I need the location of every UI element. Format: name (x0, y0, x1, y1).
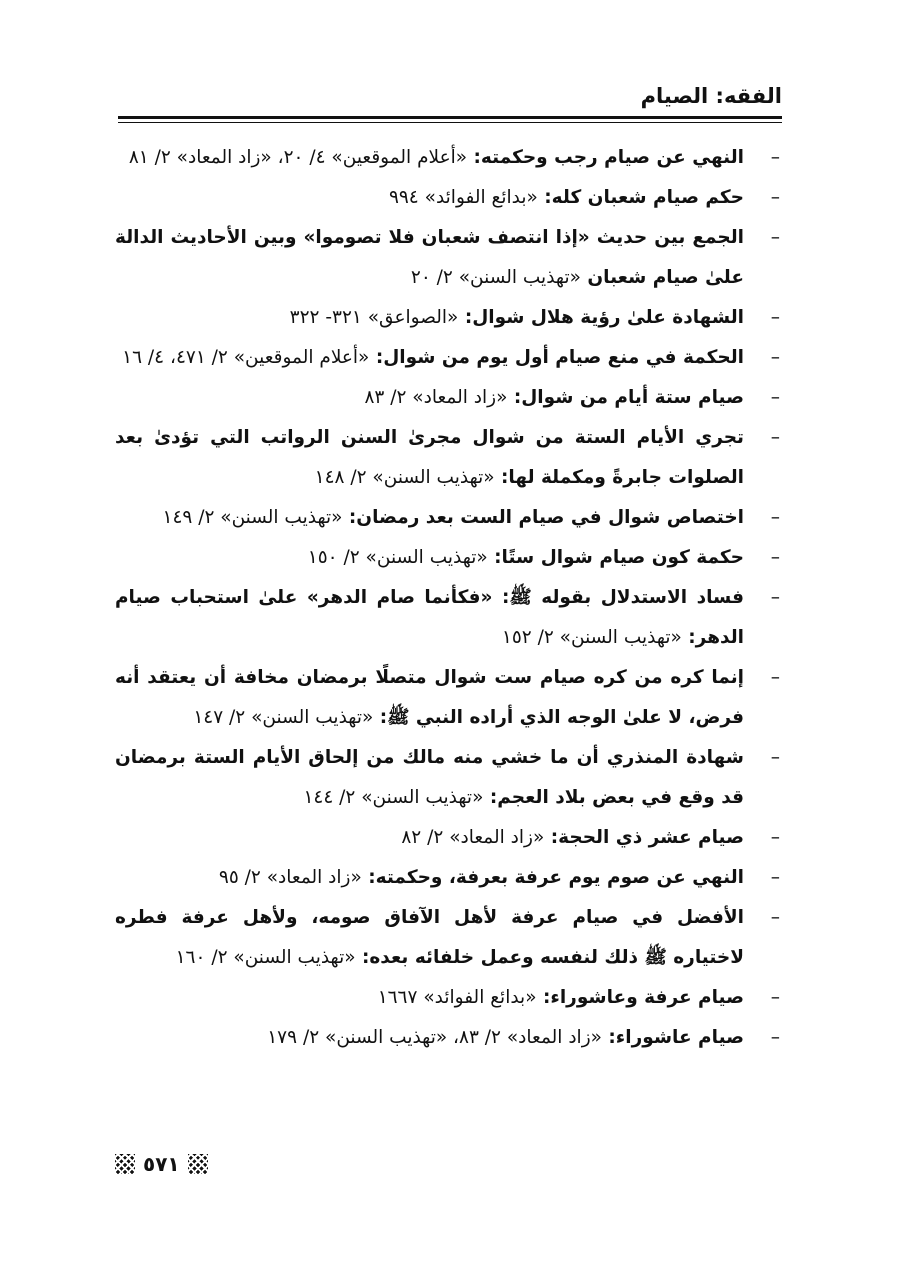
entry-topic: الحكمة في منع صيام أول يوم من شوال: (369, 347, 744, 368)
entry-dash: – (770, 667, 780, 688)
entry-reference: «تهذيب السنن» ٢/ ٢٠ (410, 267, 581, 288)
running-header-title: الفقه: الصيام (640, 84, 782, 108)
entry-topic: حكم صيام شعبان كله: (537, 187, 744, 208)
entry-reference: «أعلام الموقعين» ٤/ ٢٠، «زاد المعاد» ٢/ ٨١ (128, 147, 468, 168)
entry-reference: «تهذيب السنن» ٢/ ١٥٢ (501, 627, 682, 648)
entry-dash: – (770, 507, 780, 528)
index-entry (115, 338, 782, 378)
index-entry (115, 298, 782, 338)
entry-topic: الجمع بين حديث «إذا انتصف شعبان فلا تصوموا» وبين الأحاديث الدالة علىٰ صيام شعبان (115, 227, 744, 288)
entry-topic: النهي عن صيام رجب وحكمته: (467, 147, 744, 168)
entry-dash: – (770, 987, 780, 1008)
entry-reference: «بدائع الفوائد» ٩٩٤ (388, 187, 538, 208)
entry-topic: شهادة المنذري أن ما خشي منه مالك من إلحاق الأيام الستة برمضان قد وقع في بعض بلاد العجم: (115, 747, 744, 808)
entry-dash: – (770, 227, 780, 248)
index-entry (115, 498, 782, 538)
entry-dash: – (770, 427, 780, 448)
entry-topic: الشهادة علىٰ رؤية هلال شوال: (458, 307, 744, 328)
entry-dash: – (770, 587, 780, 608)
entry-reference: «تهذيب السنن» ٢/ ١٤٨ (314, 467, 495, 488)
entry-reference: «زاد المعاد» ٢/ ٨٣، «تهذيب السنن» ٢/ ١٧٩ (267, 1027, 602, 1048)
entry-dash: – (770, 867, 780, 888)
entry-reference: «تهذيب السنن» ٢/ ١٦٠ (175, 947, 356, 968)
entry-dash: – (770, 747, 780, 768)
entry-topic: حكمة كون صيام شوال ستًا: (487, 547, 744, 568)
entry-dash: – (770, 187, 780, 208)
entry-reference: «تهذيب السنن» ٢/ ١٥٠ (307, 547, 488, 568)
header-rule-thick (118, 116, 782, 119)
index-entry-list (115, 138, 782, 1058)
entry-dash: – (770, 1027, 780, 1048)
entry-topic: صيام ستة أيام من شوال: (507, 387, 744, 408)
index-entry (115, 378, 782, 418)
entry-reference: «زاد المعاد» ٢/ ٨٣ (364, 387, 508, 408)
entry-topic: صيام عاشوراء: (601, 1027, 744, 1048)
entry-reference: «بدائع الفوائد» ١٦٦٧ (377, 987, 537, 1008)
ornament-right-icon (188, 1154, 208, 1174)
index-entry (115, 538, 782, 578)
entry-topic: اختصاص شوال في صيام الست بعد رمضان: (342, 507, 744, 528)
index-entry (115, 738, 782, 818)
index-entry (115, 818, 782, 858)
entry-topic: صيام عرفة وعاشوراء: (536, 987, 744, 1008)
entry-topic: الأفضل في صيام عرفة لأهل الآفاق صومه، ولأهل عرفة فطره لاختياره ﷺ ذلك لنفسه وعمل خلفائه بعده: (115, 907, 744, 968)
index-entry (115, 978, 782, 1018)
entry-reference: «زاد المعاد» ٢/ ٨٢ (401, 827, 545, 848)
entry-dash: – (770, 307, 780, 328)
entry-dash: – (770, 907, 780, 928)
index-entry (115, 858, 782, 898)
index-entry (115, 898, 782, 978)
entry-topic: فساد الاستدلال بقوله ﷺ: «فكأنما صام الدهر» علىٰ استحباب صيام الدهر: (115, 587, 744, 648)
entry-dash: – (770, 147, 780, 168)
ornament-left-icon (115, 1154, 135, 1174)
entry-topic: النهي عن صوم يوم عرفة بعرفة، وحكمته: (361, 867, 744, 888)
entry-reference: «تهذيب السنن» ٢/ ١٤٤ (303, 787, 484, 808)
entry-dash: – (770, 827, 780, 848)
page-number: ٥٧١ (143, 1152, 180, 1176)
index-entry (115, 1018, 782, 1058)
header-rule-thin (118, 122, 782, 123)
index-entry (115, 218, 782, 298)
entry-dash: – (770, 347, 780, 368)
index-entry (115, 658, 782, 738)
entry-reference: «تهذيب السنن» ٢/ ١٤٩ (162, 507, 343, 528)
entry-reference: «الصواعق» ٣٢١- ٣٢٢ (289, 307, 459, 328)
entry-topic: صيام عشر ذي الحجة: (544, 827, 744, 848)
entry-reference: «زاد المعاد» ٢/ ٩٥ (218, 867, 362, 888)
entry-dash: – (770, 547, 780, 568)
entry-dash: – (770, 387, 780, 408)
entry-topic: تجري الأيام الستة من شوال مجرىٰ السنن الرواتب التي تؤدىٰ بعد الصلوات جابرةً ومكملة لها: (115, 427, 744, 488)
entry-reference: «أعلام الموقعين» ٢/ ٤٧١، ٤/ ١٦ (122, 347, 370, 368)
index-entry (115, 578, 782, 658)
index-entry (115, 178, 782, 218)
index-entry (115, 138, 782, 178)
entry-reference: «تهذيب السنن» ٢/ ١٤٧ (193, 707, 374, 728)
entry-topic: إنما كره من كره صيام ست شوال متصلًا برمضان مخافة أن يعتقد أنه فرض، لا علىٰ الوجه الذي أراده النبي ﷺ: (115, 667, 744, 728)
index-entry (115, 418, 782, 498)
page-footer (115, 1152, 208, 1176)
